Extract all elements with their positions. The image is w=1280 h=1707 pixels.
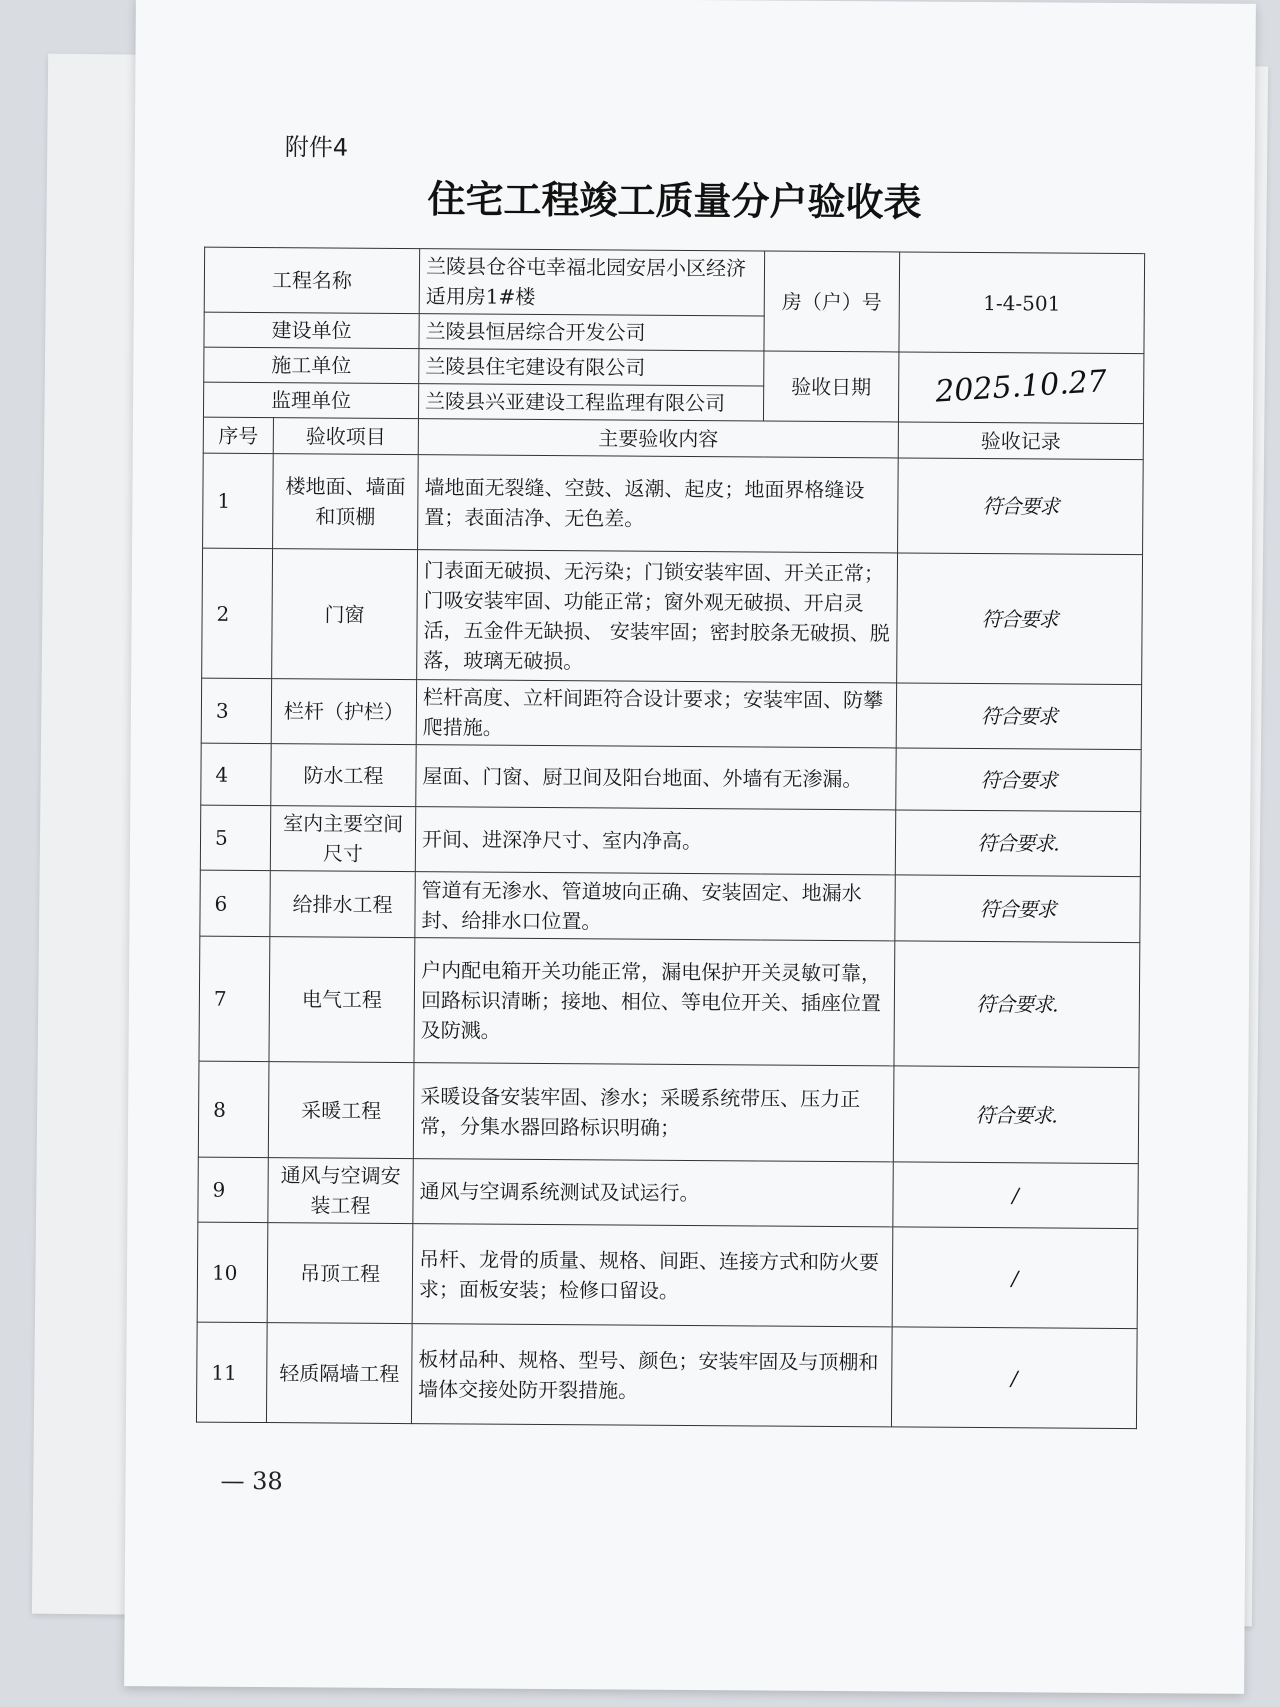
project-name-row bbox=[204, 247, 1144, 319]
row-content: 吊杆、龙骨的质量、规格、间距、连接方式和防火要求；面板安装；检修口留设。 bbox=[412, 1224, 893, 1327]
supervisor-label: 监理单位 bbox=[203, 382, 418, 419]
row-seq: 6 bbox=[200, 870, 270, 936]
row-item: 采暖工程 bbox=[268, 1062, 414, 1159]
row-item: 电气工程 bbox=[269, 937, 415, 1063]
date-handwritten: 2025.10.27 bbox=[934, 363, 1108, 410]
row-record-slash: / bbox=[893, 1162, 1138, 1229]
house-no-value: 1-4-501 bbox=[899, 252, 1145, 354]
row-seq: 4 bbox=[201, 743, 271, 805]
row-item: 室内主要空间尺寸 bbox=[270, 806, 415, 872]
table-row bbox=[196, 1322, 1137, 1429]
row-content: 管道有无渗水、管道坡向正确、安装固定、地漏水封、给排水口位置。 bbox=[415, 872, 895, 941]
contractor-label: 施工单位 bbox=[204, 347, 419, 384]
row-seq: 7 bbox=[199, 936, 270, 1061]
row-seq: 9 bbox=[198, 1157, 268, 1222]
table-row bbox=[200, 870, 1140, 943]
table-row bbox=[200, 805, 1140, 877]
row-content: 采暖设备安装牢固、渗水；采暖系统带压、压力正常，分集水器回路标识明确； bbox=[413, 1063, 894, 1162]
row-seq: 5 bbox=[200, 805, 270, 870]
row-record-signature: 符合要求 bbox=[898, 458, 1144, 555]
row-seq: 1 bbox=[203, 453, 274, 548]
row-item: 通风与空调安装工程 bbox=[268, 1158, 413, 1224]
table-row bbox=[201, 678, 1141, 750]
contractor-value: 兰陵县住宅建设有限公司 bbox=[419, 349, 764, 386]
row-item: 栏杆（护栏） bbox=[271, 679, 416, 745]
attachment-label: 附件4 bbox=[284, 133, 349, 162]
row-record-signature: 符合要求 bbox=[895, 875, 1140, 943]
developer-value: 兰陵县恒居综合开发公司 bbox=[419, 314, 764, 351]
project-name-label: 工程名称 bbox=[204, 247, 419, 313]
row-record-signature: 符合要求. bbox=[893, 1066, 1139, 1164]
row-content: 通风与空调系统测试及试运行。 bbox=[413, 1159, 893, 1227]
row-record-signature: 符合要求. bbox=[894, 941, 1140, 1068]
col-item: 验收项目 bbox=[273, 418, 418, 455]
row-item: 吊顶工程 bbox=[267, 1223, 413, 1324]
table-row bbox=[203, 453, 1144, 555]
date-label: 验收日期 bbox=[763, 351, 898, 422]
row-item: 防水工程 bbox=[271, 744, 416, 807]
row-record-slash: / bbox=[891, 1327, 1137, 1429]
form-title: 住宅工程竣工质量分户验收表 bbox=[427, 177, 922, 225]
house-no-label: 房（户）号 bbox=[764, 251, 900, 352]
row-item: 轻质隔墙工程 bbox=[266, 1323, 412, 1424]
col-content: 主要验收内容 bbox=[418, 419, 898, 458]
row-content: 门表面无破损、无污染；门锁安装牢固、开关正常；门吸安装牢固、功能正常；窗外观无破损、开启灵活，五金件无缺损、 安装牢固；密封胶条无破损、脱落，玻璃无破损。 bbox=[417, 550, 898, 683]
row-item: 楼地面、墙面和顶棚 bbox=[273, 454, 419, 550]
table-row bbox=[197, 1222, 1138, 1329]
row-seq: 8 bbox=[198, 1061, 269, 1157]
table-row bbox=[198, 1061, 1139, 1164]
row-record-signature: 符合要求. bbox=[895, 810, 1140, 877]
row-content: 板材品种、规格、型号、颜色；安装牢固及与顶棚和墙体交接处防开裂措施。 bbox=[411, 1324, 892, 1427]
acceptance-table bbox=[196, 247, 1145, 1430]
row-item: 给排水工程 bbox=[270, 871, 415, 938]
document-page bbox=[124, 0, 1256, 1694]
row-seq: 2 bbox=[202, 548, 273, 678]
row-seq: 10 bbox=[197, 1222, 268, 1322]
row-content: 开间、进深净尺寸、室内净高。 bbox=[415, 807, 895, 875]
row-content: 户内配电箱开关功能正常，漏电保护开关灵敏可靠，回路标识清晰；接地、相位、等电位开关、插座位置及防溅。 bbox=[414, 938, 895, 1066]
table-row bbox=[201, 743, 1141, 812]
row-content: 栏杆高度、立杆间距符合设计要求；安装牢固、防攀爬措施。 bbox=[416, 680, 896, 748]
row-record-signature: 符合要求 bbox=[896, 683, 1141, 750]
row-record-signature: 符合要求 bbox=[897, 553, 1143, 685]
row-content: 屋面、门窗、厨卫间及阳台地面、外墙有无渗漏。 bbox=[416, 745, 896, 810]
page-number: — 38 bbox=[220, 1466, 283, 1496]
row-item: 门窗 bbox=[272, 549, 418, 680]
col-record: 验收记录 bbox=[898, 422, 1143, 460]
row-record-slash: / bbox=[892, 1227, 1138, 1329]
developer-label: 建设单位 bbox=[204, 312, 419, 349]
row-seq: 11 bbox=[196, 1322, 267, 1422]
row-record-signature: 符合要求 bbox=[896, 748, 1141, 812]
row-seq: 3 bbox=[201, 678, 271, 743]
table-row bbox=[202, 548, 1143, 685]
date-cell bbox=[898, 352, 1143, 424]
project-name-value: 兰陵县仓谷屯幸福北园安居小区经济适用房1#楼 bbox=[419, 249, 764, 316]
col-seq: 序号 bbox=[203, 417, 273, 453]
table-row bbox=[199, 936, 1140, 1068]
supervisor-value: 兰陵县兴亚建设工程监理有限公司 bbox=[418, 384, 763, 421]
row-content: 墙地面无裂缝、空鼓、返潮、起皮；地面界格缝设置；表面洁净、无色差。 bbox=[418, 455, 899, 553]
table-row bbox=[198, 1157, 1138, 1229]
